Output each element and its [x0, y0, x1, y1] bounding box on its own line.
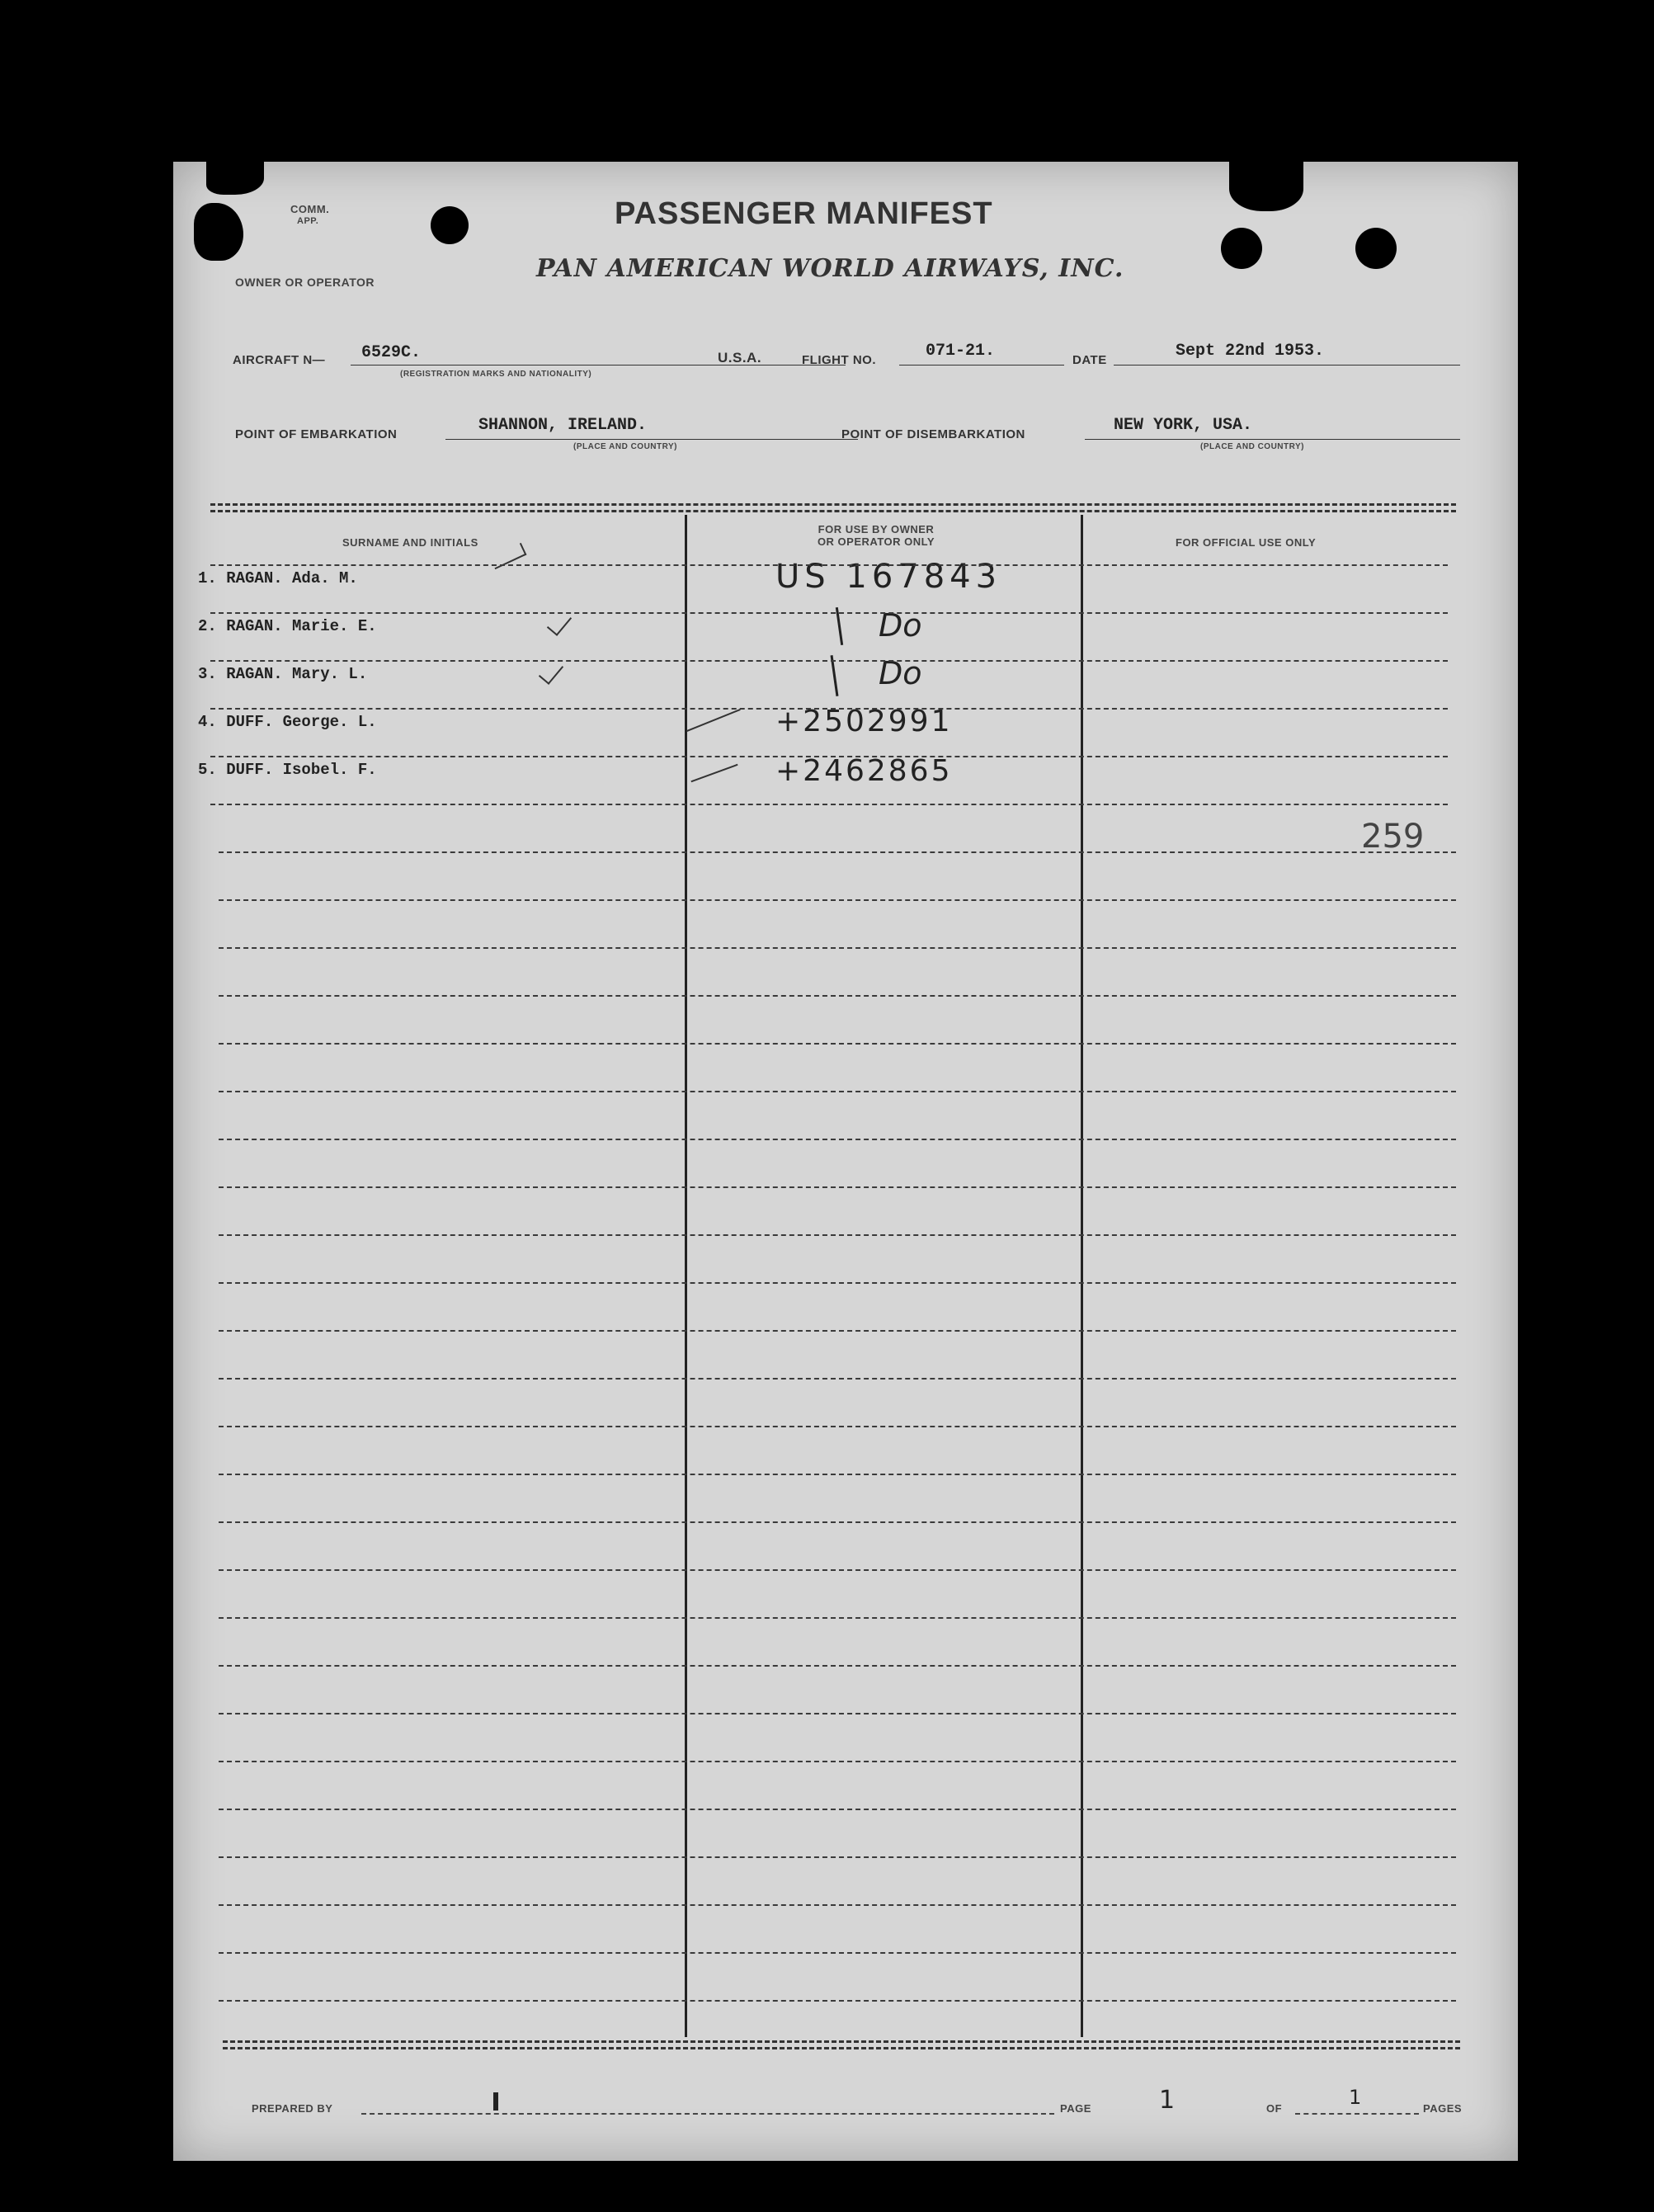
passenger-row-4-name: 4. DUFF. George. L.	[198, 713, 377, 731]
side-number: 259	[1361, 818, 1425, 856]
flight-label: FLIGHT NO.	[802, 353, 876, 367]
ruled-line	[210, 804, 1448, 805]
prepared-by-signature	[493, 2092, 498, 2111]
passenger-row-1-note: US 167843	[775, 558, 1002, 596]
ruled-line	[219, 1282, 1456, 1284]
ruled-line	[219, 1713, 1456, 1714]
ruled-line	[219, 1952, 1456, 1954]
passenger-row-2-name: 2. RAGAN. Marie. E.	[198, 617, 377, 635]
stamp-comm: COMM.	[290, 203, 330, 215]
torn-top-middle	[1229, 162, 1303, 211]
date-value: Sept 22nd 1953.	[1176, 342, 1325, 361]
header-operator-1: FOR USE BY OWNER	[818, 523, 935, 535]
ruled-line	[219, 2000, 1456, 2002]
aircraft-value: 6529C.	[361, 343, 422, 362]
disembarkation-label: POINT OF DISEMBARKATION	[841, 427, 1025, 441]
embarkation-value: SHANNON, IRELAND.	[478, 416, 648, 435]
header-surname: SURNAME AND INITIALS	[342, 536, 478, 549]
header-operator-2: OR OPERATOR ONLY	[817, 535, 935, 548]
page-value: 1	[1159, 2086, 1176, 2115]
mark-row-5	[690, 764, 737, 782]
header-official: FOR OFFICIAL USE ONLY	[1176, 536, 1317, 549]
passenger-row-3-name: 3. RAGAN. Mary. L.	[198, 665, 368, 683]
ruled-line	[210, 564, 1448, 566]
passenger-row-5-name: 5. DUFF. Isobel. F.	[198, 761, 377, 779]
embarkation-label: POINT OF EMBARKATION	[235, 427, 398, 441]
ruled-line	[219, 1426, 1456, 1427]
ruled-line	[219, 947, 1456, 949]
aircraft-label: AIRCRAFT N—	[233, 353, 326, 367]
ruled-line	[219, 1378, 1456, 1380]
ruled-line	[219, 1809, 1456, 1810]
disembarkation-value: NEW YORK, USA.	[1114, 416, 1253, 435]
ruled-line	[210, 708, 1448, 710]
passenger-row-3-note: Do	[879, 655, 922, 691]
ruled-line	[219, 1904, 1456, 1906]
torn-corner	[194, 203, 243, 261]
ruled-line	[219, 1234, 1456, 1236]
of-label: OF	[1266, 2102, 1283, 2115]
punch-hole-left	[431, 206, 469, 244]
ruled-line	[219, 1139, 1456, 1140]
page-title: PASSENGER MANIFEST	[615, 196, 993, 231]
passenger-row-1-name: 1. RAGAN. Ada. M.	[198, 569, 358, 587]
ruled-line	[210, 660, 1448, 662]
of-value: 1	[1349, 2086, 1362, 2109]
ruled-line	[219, 851, 1456, 853]
ruled-line	[219, 1043, 1456, 1045]
stamp-app: APP.	[297, 216, 319, 226]
punch-hole-middle	[1221, 228, 1262, 269]
embarkation-note: (PLACE AND COUNTRY)	[573, 442, 677, 451]
pages-label: PAGES	[1423, 2102, 1463, 2115]
manifest-sheet	[173, 162, 1518, 2161]
prepared-by-label: PREPARED BY	[252, 2102, 333, 2115]
ruled-line	[219, 899, 1456, 901]
ruled-line	[210, 756, 1448, 757]
ruled-line	[219, 1761, 1456, 1762]
punch-hole-right	[1355, 228, 1397, 269]
owner-label: OWNER OR OPERATOR	[235, 276, 375, 289]
company-name: PAN AMERICAN WORLD AIRWAYS, INC.	[536, 254, 1124, 283]
page-label: PAGE	[1060, 2102, 1091, 2115]
ruled-line	[219, 1186, 1456, 1188]
ruled-line	[219, 1617, 1456, 1619]
ruled-line	[219, 1474, 1456, 1475]
ruled-line	[219, 1665, 1456, 1667]
ruled-line	[219, 1521, 1456, 1523]
ruled-line	[219, 1569, 1456, 1571]
date-label: DATE	[1072, 353, 1107, 367]
passenger-row-2-note: Do	[879, 607, 922, 644]
passenger-row-5-note: +2462865	[775, 754, 953, 788]
flight-value: 071-21.	[926, 342, 996, 361]
registration-note: (REGISTRATION MARKS AND NATIONALITY)	[400, 370, 592, 379]
disembarkation-note: (PLACE AND COUNTRY)	[1200, 442, 1304, 451]
ruled-line	[219, 1091, 1456, 1092]
usa-label: U.S.A.	[718, 350, 762, 366]
checkmark-3	[539, 658, 563, 685]
passenger-row-4-note: +2502991	[775, 705, 953, 738]
ruled-line	[219, 995, 1456, 997]
ruled-line	[219, 1330, 1456, 1332]
mark-row-4	[686, 709, 741, 732]
torn-edge	[206, 162, 264, 195]
ruled-line	[210, 612, 1448, 614]
ruled-line	[219, 1856, 1456, 1858]
